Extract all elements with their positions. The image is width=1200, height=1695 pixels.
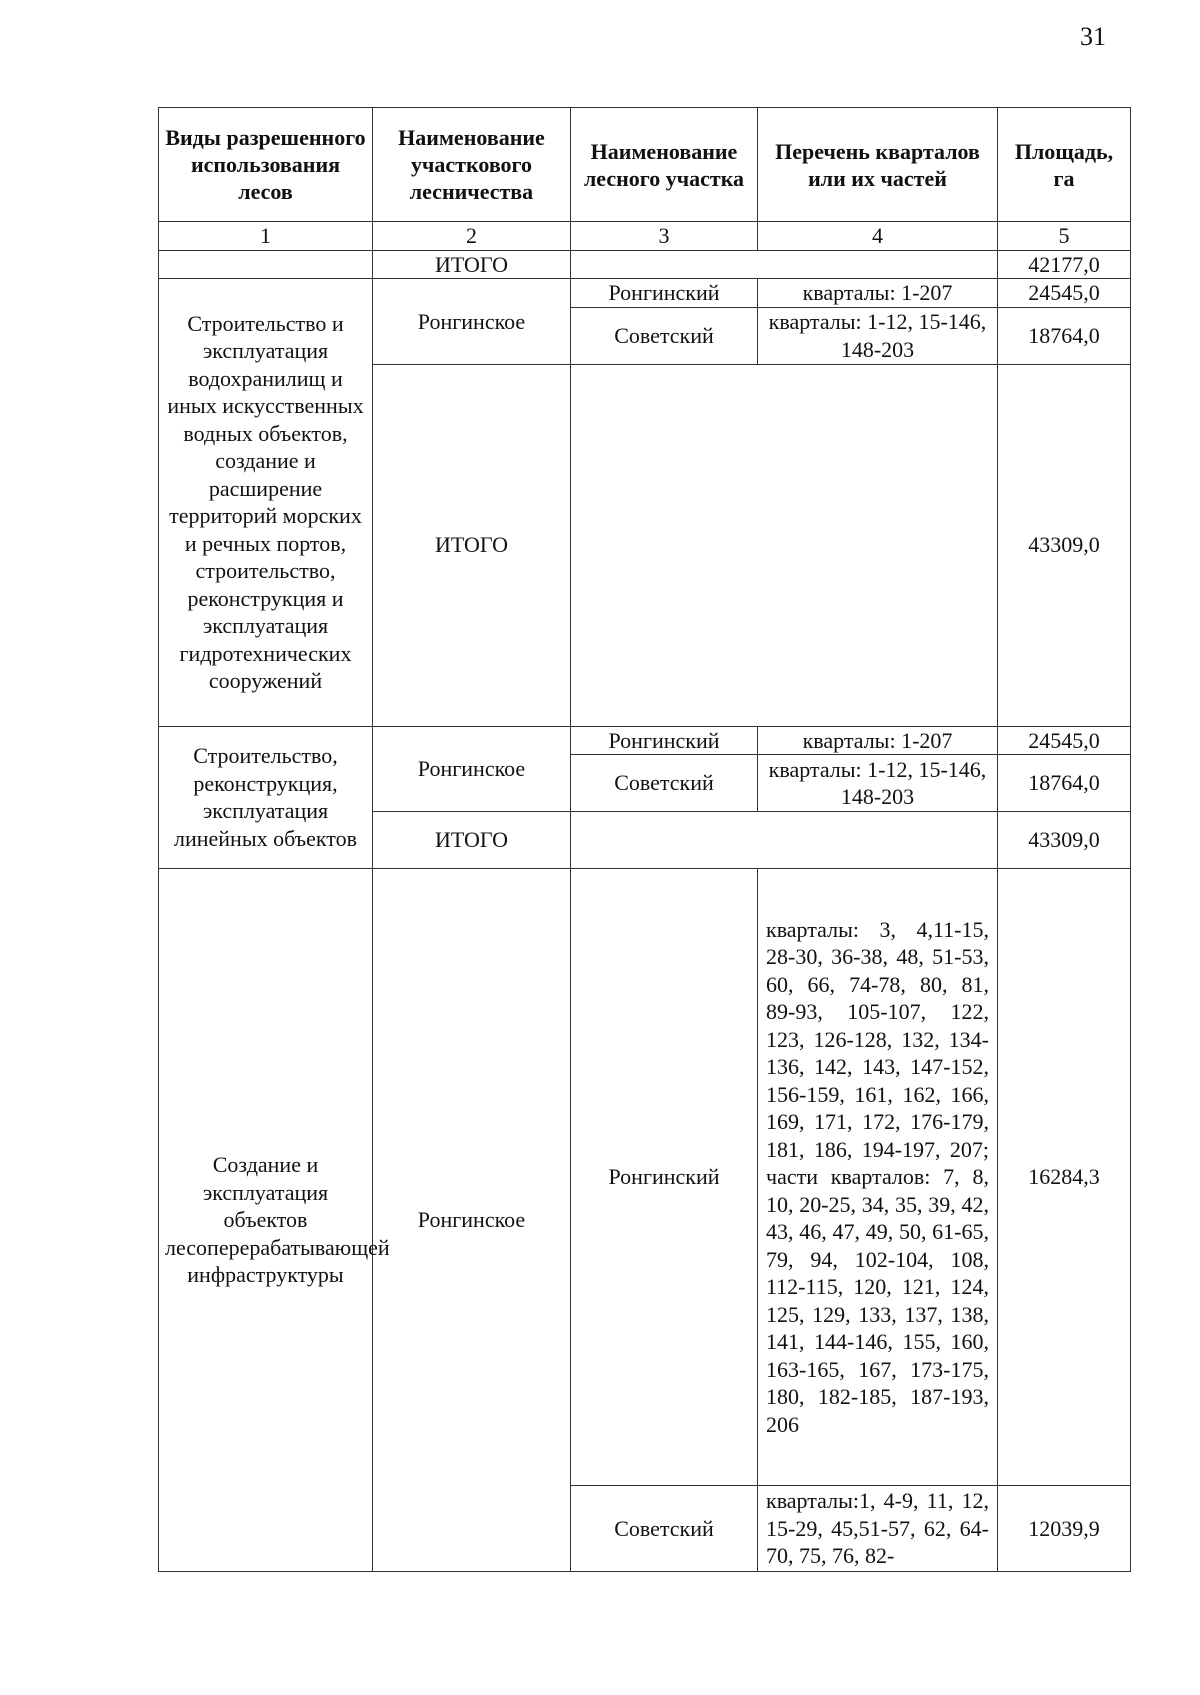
- plot-name: Советский: [571, 755, 758, 812]
- header-quarters: Перечень кварталов или их частей: [758, 108, 998, 222]
- forestry-cell: Ронгинское: [373, 279, 571, 365]
- empty-cell: [571, 250, 998, 279]
- header-use: Виды разрешенного использования лесов: [159, 108, 373, 222]
- table-row: [159, 869, 1131, 1486]
- column-number-row: [159, 222, 1131, 251]
- total-label: ИТОГО: [373, 812, 571, 869]
- total-label: ИТОГО: [373, 364, 571, 726]
- total-area: 43309,0: [998, 812, 1131, 869]
- column-number: 1: [159, 222, 373, 251]
- column-number: 5: [998, 222, 1131, 251]
- top-total-row: [159, 250, 1131, 279]
- empty-cell: [571, 812, 998, 869]
- area-cell: 18764,0: [998, 755, 1131, 812]
- total-area: 42177,0: [998, 250, 1131, 279]
- total-label: ИТОГО: [373, 250, 571, 279]
- plot-name: Ронгинский: [571, 869, 758, 1486]
- forestry-cell: Ронгинское: [373, 726, 571, 812]
- quarters-cell: кварталы: 1-12, 15-146, 148-203: [758, 755, 998, 812]
- use-type-cell: Строительство, реконструкция, эксплуатация линейных объектов: [159, 726, 373, 869]
- header-forestry: Наименование участкового лесничества: [373, 108, 571, 222]
- use-type-cell: Строительство и эксплуатация водохранилищ и иных искусственных водных объектов, создание и расширение территорий морских и речных портов, строительство, реконструкция и эксплуатация гидротехнических сооружений: [159, 279, 373, 727]
- plot-name: Советский: [571, 1486, 758, 1572]
- area-cell: 18764,0: [998, 307, 1131, 364]
- header-row: [159, 108, 1131, 222]
- plot-name: Ронгинский: [571, 726, 758, 755]
- table-row: [159, 279, 1131, 308]
- quarters-cell: кварталы:1, 4-9, 11, 12, 15-29, 45,51-57, 62, 64-70, 75, 76, 82-: [758, 1486, 998, 1572]
- table-row: [159, 726, 1131, 755]
- quarters-cell: кварталы: 3, 4,11-15, 28-30, 36-38, 48, 51-53, 60, 66, 74-78, 80, 81, 89-93, 105-107, 122, 123, 126-128, 132, 134-136, 142, 143, 147-152, 156-159, 161, 162, 166, 169, 171, 172, 176-179, 181, 186, 194-197, 207; части кварталов: 7, 8, 10, 20-25, 34, 35, 39, 42, 43, 46, 47, 49, 50, 61-65, 79, 94, 102-104, 108, 112-115, 120, 121, 124, 125, 129, 133, 137, 138, 141, 144-146, 155, 160, 163-165, 167, 173-175, 180, 182-185, 187-193, 206: [758, 869, 998, 1486]
- plot-name: Ронгинский: [571, 279, 758, 308]
- area-cell: 24545,0: [998, 279, 1131, 308]
- quarters-cell: кварталы: 1-207: [758, 726, 998, 755]
- plot-name: Советский: [571, 307, 758, 364]
- empty-cell: [571, 364, 998, 726]
- forestry-cell: Ронгинское: [373, 869, 571, 1572]
- header-plot: Наименование лесного участка: [571, 108, 758, 222]
- empty-cell: [159, 250, 373, 279]
- column-number: 4: [758, 222, 998, 251]
- column-number: 3: [571, 222, 758, 251]
- forest-use-table: [158, 107, 1131, 1572]
- area-cell: 24545,0: [998, 726, 1131, 755]
- use-type-cell: Создание и эксплуатация объектов лесоперерабатывающей инфраструктуры: [159, 869, 373, 1572]
- page-number: 31: [1080, 22, 1106, 51]
- area-cell: 16284,3: [998, 869, 1131, 1486]
- total-area: 43309,0: [998, 364, 1131, 726]
- column-number: 2: [373, 222, 571, 251]
- quarters-cell: кварталы: 1-207: [758, 279, 998, 308]
- header-area: Площадь, га: [998, 108, 1131, 222]
- area-cell: 12039,9: [998, 1486, 1131, 1572]
- quarters-cell: кварталы: 1-12, 15-146, 148-203: [758, 307, 998, 364]
